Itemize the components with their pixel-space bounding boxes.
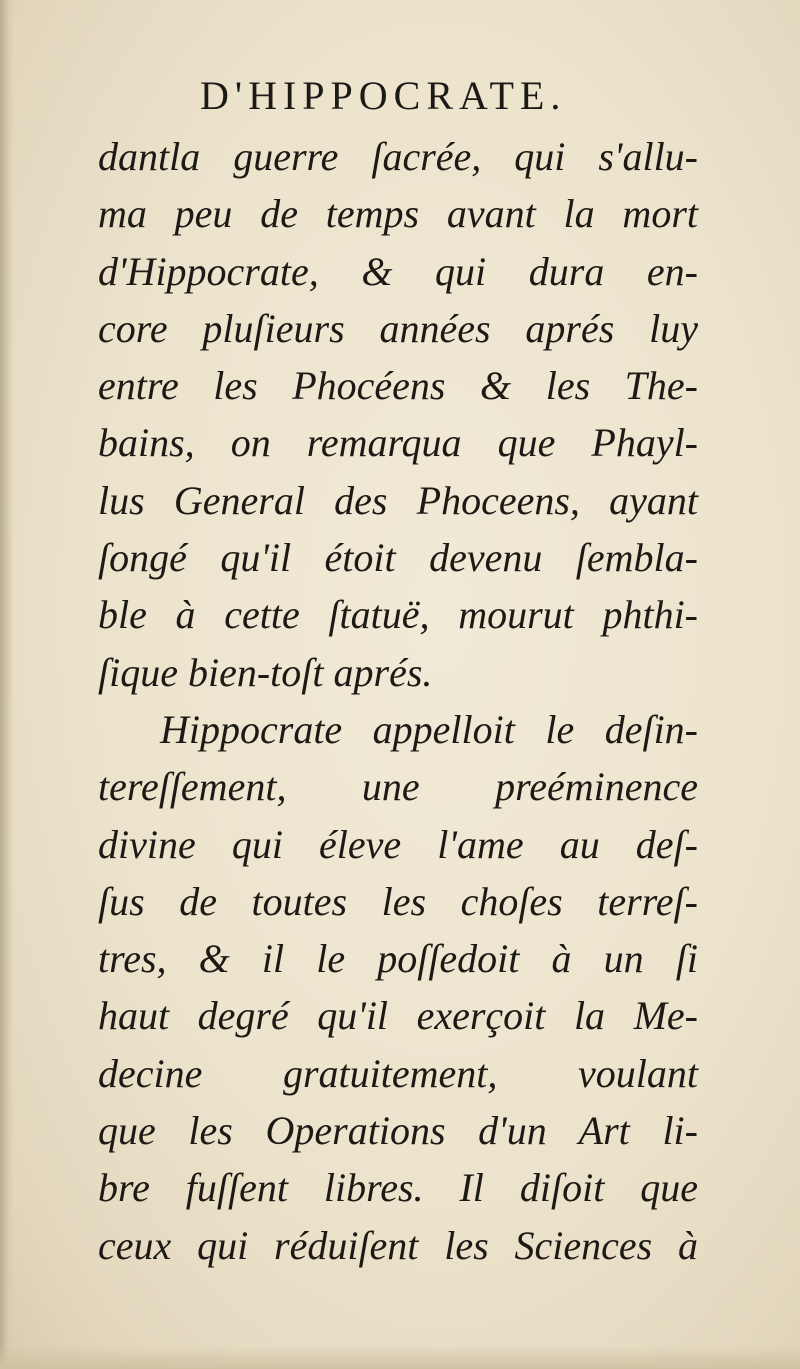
text-line-4: core pluſieurs années aprés luy: [98, 305, 698, 351]
text-line-12: tereſſement, une preéminence: [98, 764, 698, 810]
text-line-15: tres, & il le poſſedoit à un ſi: [98, 936, 698, 982]
text-line-17: decine gratuitement, voulant: [98, 1050, 698, 1096]
page-left-edge: [0, 0, 14, 1369]
text-line-6: bains, on remarqua que Phayl-: [98, 420, 698, 466]
text-line-16: haut degré qu'il exerçoit la Me-: [98, 993, 698, 1039]
text-line-19: bre fuſſent libres. Il diſoit que: [98, 1165, 698, 1211]
text-line-5: entre les Phocéens & les The-: [98, 363, 698, 409]
text-line-1: dantla guerre ſacrée, qui s'allu-: [98, 134, 698, 179]
text-line-7: lus General des Phoceens, ayant: [98, 477, 698, 523]
text-line-14: ſus de toutes les choſes terreſ-: [98, 878, 698, 924]
text-line-13: divine qui éleve l'ame au deſ-: [98, 821, 698, 867]
text-line-8: ſongé qu'il étoit devenu ſembla-: [98, 535, 698, 581]
text-line-2: ma peu de temps avant la mort: [98, 191, 698, 237]
page-bottom-edge: [0, 1345, 800, 1369]
text-line-9: ble à cette ſtatuë, mourut phthi-: [98, 592, 698, 638]
body-text: [98, 128, 698, 1274]
text-line-20: ceux qui réduiſent les Sciences à: [98, 1222, 698, 1268]
text-line-18: que les Operations d'un Art li-: [98, 1108, 698, 1154]
text-line-11: Hippocrate appelloit le deſin-: [160, 706, 698, 752]
running-head: D'HIPPOCRATE.: [200, 73, 567, 118]
text-line-3: d'Hippocrate, & qui dura en-: [98, 248, 698, 294]
text-line-10: ſique bien-toſt aprés.: [98, 649, 433, 695]
